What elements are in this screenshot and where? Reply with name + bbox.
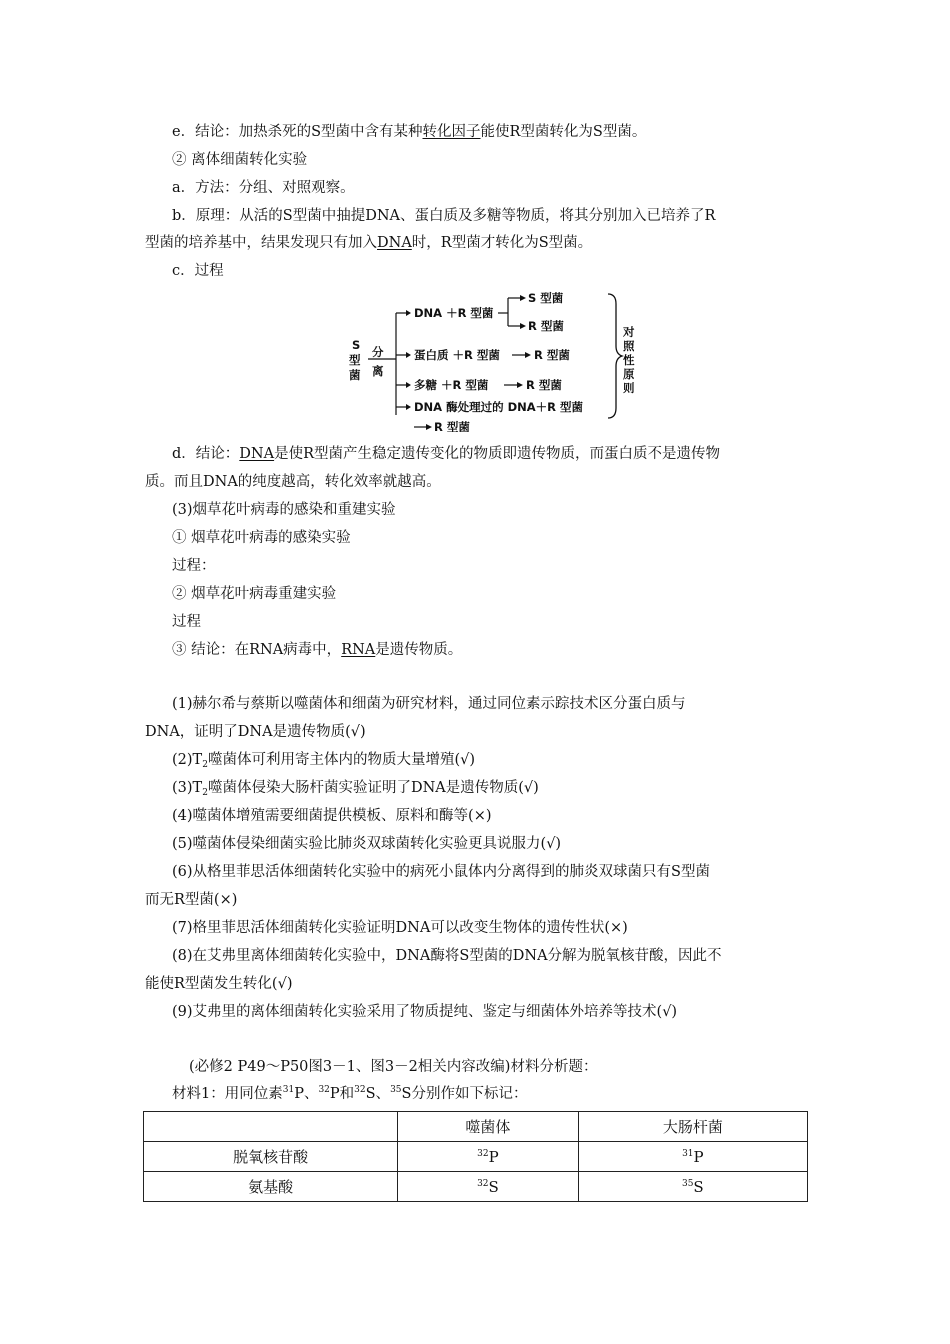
table-cell-phage-p: $^{32}$P bbox=[398, 1142, 578, 1172]
row1-output-s: S 型菌 bbox=[528, 291, 564, 305]
judgement-8-line1: (8)在艾弗里离体细菌转化实验中，DNA酶将S型菌的DNA分解为脱氧核苷酸，因此不 bbox=[172, 948, 722, 964]
table-cell-phage-s: $^{32}$S bbox=[398, 1172, 578, 1202]
table-cell-ecoli-s: $^{35}$S bbox=[578, 1172, 807, 1202]
underline-dna: DNA bbox=[377, 235, 412, 251]
process-label-1: 过程： bbox=[172, 558, 216, 574]
row-protein-plus-r: 蛋白质 ＋R 型菌 bbox=[414, 348, 500, 362]
table-header-phage: 噬菌体 bbox=[398, 1112, 578, 1142]
conclusion-rna: ③ 结论：在RNA病毒中，RNA是遗传物质。 bbox=[172, 642, 463, 658]
table-row bbox=[144, 1172, 808, 1202]
method-a: a．方法：分组、对照观察。 bbox=[172, 180, 355, 196]
table-row bbox=[144, 1142, 808, 1172]
principle-b-line1: b．原理：从活的S型菌中抽提DNA、蛋白质及多糖等物质，将其分别加入已培养了R bbox=[172, 208, 716, 224]
heading-tmv-experiment: (3)烟草花叶病毒的感染和重建实验 bbox=[172, 502, 396, 518]
process-label-2: 过程 bbox=[172, 614, 201, 630]
underline-rna: RNA bbox=[341, 642, 376, 658]
transformation-process-diagram bbox=[340, 286, 650, 432]
table-header-ecoli: 大肠杆菌 bbox=[578, 1112, 807, 1142]
underline-dna-d: DNA bbox=[239, 446, 275, 462]
principle-b-line2: 型菌的培养基中，结果发现只有加入DNA时，R型菌才转化为S型菌。 bbox=[145, 235, 593, 251]
label-control-5: 则 bbox=[623, 381, 635, 395]
arrow-head-3 bbox=[406, 382, 411, 388]
table-header-empty bbox=[144, 1112, 398, 1142]
judgement-6-line2: 而无R型菌(×) bbox=[145, 892, 238, 908]
isotope-label-table bbox=[143, 1111, 808, 1202]
judgement-3: $(3)T_2$噬菌体侵染大肠杆菌实验证明了DNA是遗传物质(√) bbox=[172, 780, 539, 798]
row4-output-r: R 型菌 bbox=[434, 420, 470, 432]
table-cell-deoxynucleotide: 脱氧核苷酸 bbox=[144, 1142, 398, 1172]
sub-tmv-infection: ① 烟草花叶病毒的感染实验 bbox=[172, 530, 351, 546]
row-dnase-dna-plus-r: DNA 酶处理过的 DNA＋R 型菌 bbox=[414, 400, 584, 414]
label-control-2: 照 bbox=[623, 339, 635, 353]
arrow-head-2 bbox=[406, 352, 411, 358]
judgement-7: (7)格里菲思活体细菌转化实验证明DNA可以改变生物体的遗传性状(×) bbox=[172, 920, 628, 936]
diagram-source-bacteria: 菌 bbox=[349, 368, 361, 382]
judgement-2: $(2)T_2$噬菌体可利用寄主体内的物质大量增殖(√) bbox=[172, 752, 476, 770]
table-cell-ecoli-p: $^{31}$P bbox=[578, 1142, 807, 1172]
material-1-line: 材料1：用同位素$^{31}$P、$^{32}$P和$^{32}$S、$^{35}$S分别作如下标记： bbox=[172, 1085, 528, 1102]
underline-transforming-factor: 转化因子 bbox=[422, 124, 481, 140]
judgement-8-line2: 能使R型菌发生转化(√) bbox=[145, 976, 293, 992]
label-control-3: 性 bbox=[623, 353, 635, 367]
arrow-head-4 bbox=[406, 404, 411, 410]
judgement-6-line1: (6)从格里菲思活体细菌转化实验中的病死小鼠体内分离得到的肺炎双球菌只有S型菌 bbox=[172, 864, 710, 880]
conclusion-d-line1: d．结论：DNA是使R型菌产生稳定遗传变化的物质即遗传物质，而蛋白质不是遗传物 bbox=[172, 446, 721, 462]
diagram-separate-1: 分 bbox=[372, 345, 384, 359]
table-header-row bbox=[144, 1112, 808, 1142]
judgement-1-line1: (1)赫尔希与蔡斯以噬菌体和细菌为研究材料，通过同位素示踪技术区分蛋白质与 bbox=[172, 696, 686, 712]
row1-output-r: R 型菌 bbox=[528, 319, 564, 333]
diagram-source-s: S bbox=[352, 338, 361, 352]
conclusion-d-line2: 质。而且DNA的纯度越高，转化效率就越高。 bbox=[145, 474, 441, 490]
label-control-1: 对 bbox=[623, 325, 635, 339]
right-brace bbox=[608, 294, 622, 418]
judgement-9: (9)艾弗里的离体细菌转化实验采用了物质提纯、鉴定与细菌体外培养等技术(√) bbox=[172, 1004, 678, 1020]
table-cell-amino-acid: 氨基酸 bbox=[144, 1172, 398, 1202]
row2-output-r: R 型菌 bbox=[534, 348, 570, 362]
diagram-source-type: 型 bbox=[349, 353, 361, 367]
judgement-4: (4)噬菌体增殖需要细菌提供模板、原料和酶等(×) bbox=[172, 808, 492, 824]
sub-tmv-reconstruction: ② 烟草花叶病毒重建实验 bbox=[172, 586, 337, 602]
judgement-1-line2: DNA，证明了DNA是遗传物质(√) bbox=[145, 724, 366, 740]
process-c: c．过程 bbox=[172, 263, 224, 279]
row-polysaccharide-plus-r: 多糖 ＋R 型菌 bbox=[414, 378, 489, 392]
diagram-separate-2: 离 bbox=[372, 364, 384, 378]
material-intro: (必修2 P49～P50图3－1、图3－2相关内容改编)材料分析题： bbox=[189, 1059, 598, 1075]
judgement-5: (5)噬菌体侵染细菌实验比肺炎双球菌转化实验更具说服力(√) bbox=[172, 836, 562, 852]
arrow-head-1 bbox=[406, 310, 411, 316]
conclusion-e: e．结论：加热杀死的S型菌中含有某种转化因子能使R型菌转化为S型菌。 bbox=[172, 124, 647, 140]
row3-output-r: R 型菌 bbox=[526, 378, 562, 392]
row-dna-plus-r: DNA ＋R 型菌 bbox=[414, 306, 494, 320]
label-control-4: 原 bbox=[623, 367, 635, 381]
heading-in-vitro-transformation: ② 离体细菌转化实验 bbox=[172, 152, 308, 168]
